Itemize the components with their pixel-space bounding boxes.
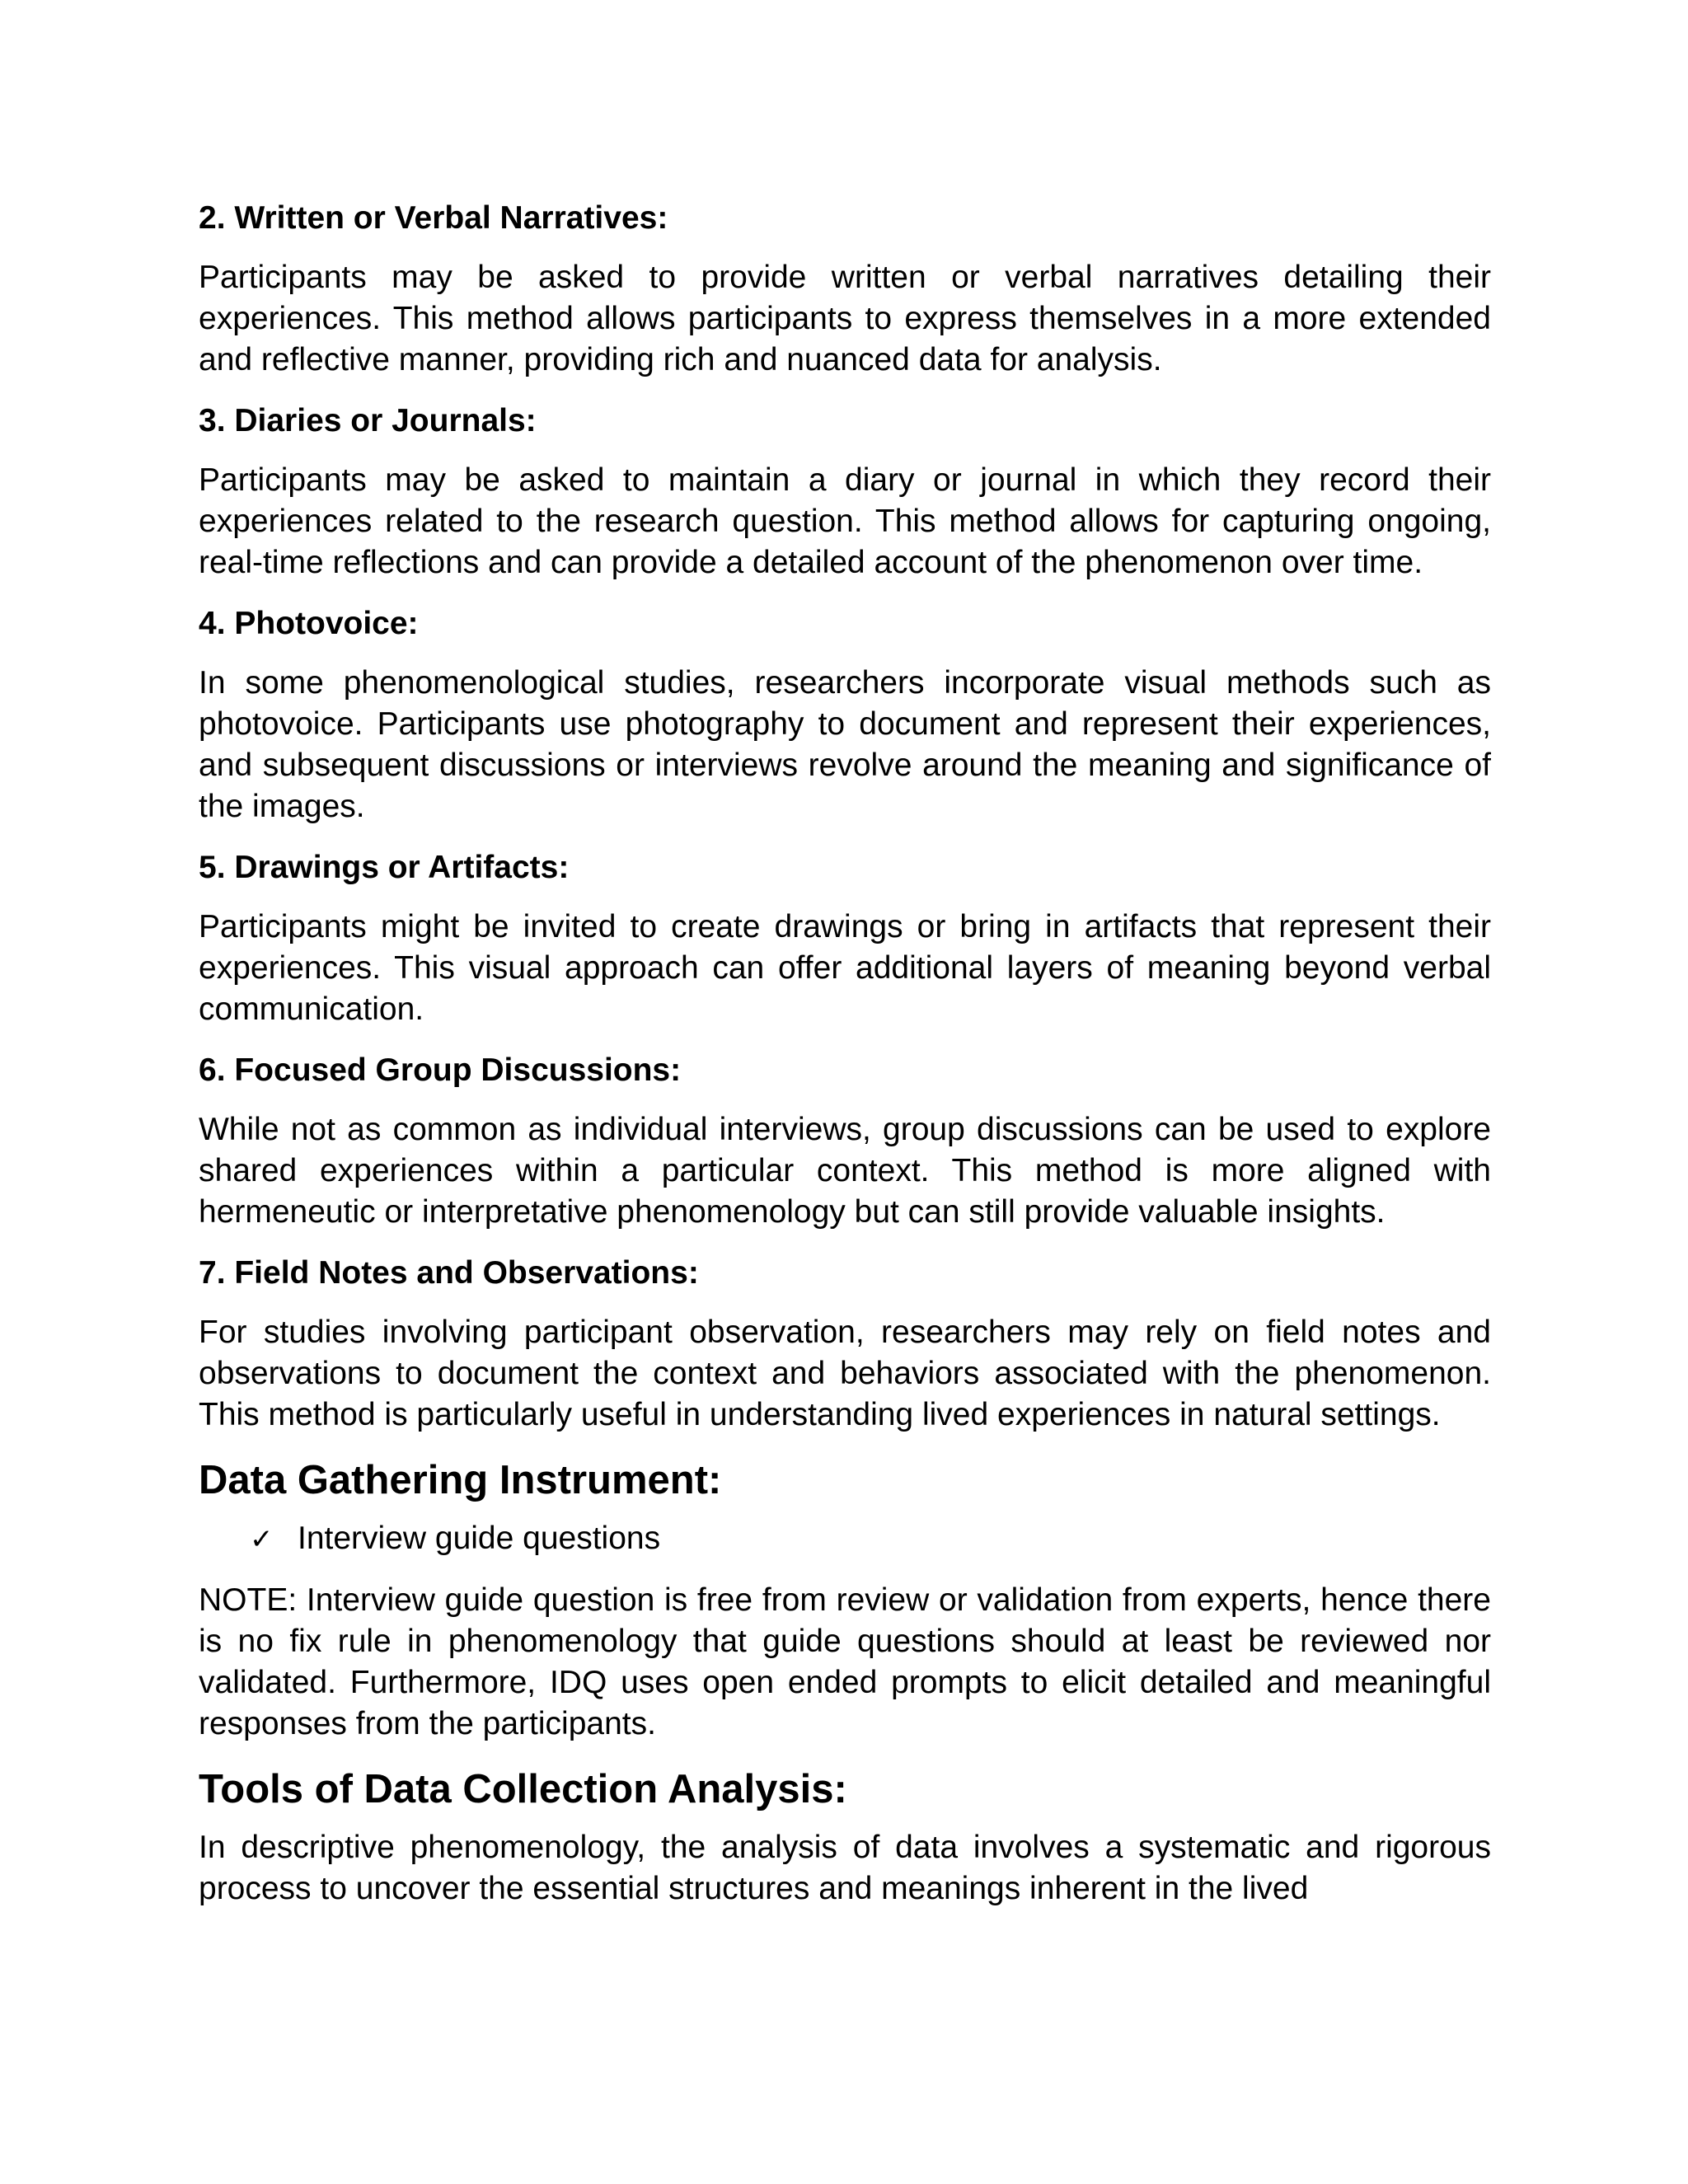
section-body-focus-groups: While not as common as individual interviews, group discussions can be used to explore shared experiences within a particular context. This method is more aligned with hermeneutic or interpretative phenomenology but can still provide valuable insights.: [199, 1112, 1491, 1230]
section-body-photovoice: In some phenomenological studies, researchers incorporate visual methods such as photovoice. Participants use photography to document and represent their experiences, and subsequent discussions or interviews revolve around the meaning and significance of the images.: [199, 665, 1491, 824]
section-heading-focus-groups: 6. Focused Group Discussions:: [199, 1052, 682, 1088]
section-body-diaries: Participants may be asked to maintain a diary or journal in which they record their experiences related to the research question. This method allows for capturing ongoing, real-time reflections and can provide a detailed account of the phenomenon over time.: [199, 462, 1491, 580]
section-heading-drawings: 5. Drawings or Artifacts:: [199, 850, 570, 885]
instrument-bullet-text: Interview guide questions: [298, 1521, 661, 1556]
section-heading-narratives: 2. Written or Verbal Narratives:: [199, 200, 668, 236]
tools-body: In descriptive phenomenology, the analysis of data involves a systematic and rigorous process to uncover the essential structures and meanings inherent in the lived: [199, 1830, 1491, 1906]
instrument-bullet-item: [250, 1518, 1491, 1560]
section-heading-field-notes: 7. Field Notes and Observations:: [199, 1255, 699, 1291]
instrument-heading: Data Gathering Instrument:: [199, 1458, 722, 1502]
section-body-drawings: Participants might be invited to create drawings or bring in artifacts that represent their experiences. This visual approach can offer additional layers of meaning beyond verbal communication.: [199, 909, 1491, 1027]
instrument-note: NOTE: Interview guide question is free from review or validation from experts, hence there is no fix rule in phenomenology that guide questions should at least be reviewed nor validated. Furthermore, IDQ uses open ended prompts to elicit detailed and meaningful responses from the participants.: [199, 1582, 1491, 1741]
document-page: [199, 198, 1491, 1929]
check-icon: ✓: [250, 1523, 274, 1556]
section-body-narratives: Participants may be asked to provide written or verbal narratives detailing their experiences. This method allows participants to express themselves in a more extended and reflective manner, providing rich and nuanced data for analysis.: [199, 260, 1491, 377]
section-heading-photovoice: 4. Photovoice:: [199, 606, 419, 641]
tools-heading: Tools of Data Collection Analysis:: [199, 1767, 847, 1811]
section-body-field-notes: For studies involving participant observation, researchers may rely on field notes and observations to document the context and behaviors associated with the phenomenon. This method is particularly useful in understanding lived experiences in natural settings.: [199, 1315, 1491, 1432]
section-heading-diaries: 3. Diaries or Journals:: [199, 403, 537, 438]
